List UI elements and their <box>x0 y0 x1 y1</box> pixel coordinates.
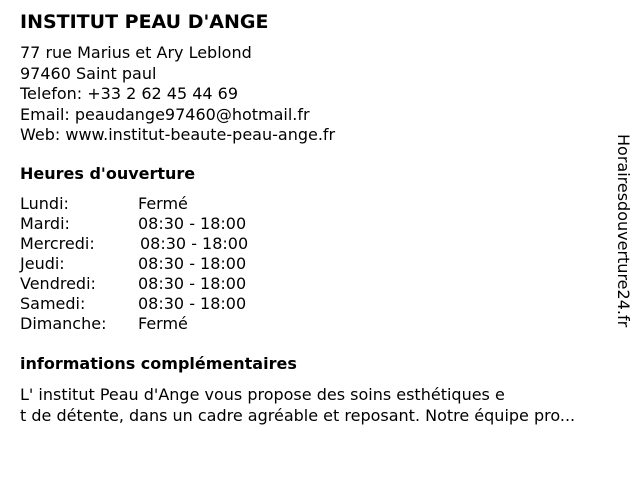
business-name: INSTITUT PEAU D'ANGE <box>20 11 269 33</box>
additional-info-heading: informations complémentaires <box>20 354 297 373</box>
day-label: Vendredi: <box>20 274 96 293</box>
day-label: Lundi: <box>20 194 69 213</box>
hours-row-sunday <box>20 314 320 334</box>
web-line: Web: www.institut-beaute-peau-ange.fr <box>20 125 336 144</box>
contact-block <box>20 43 335 146</box>
time-value: Fermé <box>138 314 188 333</box>
hours-row-friday <box>20 274 320 294</box>
hours-row-wednesday <box>20 234 320 254</box>
address-street: 77 rue Marius et Ary Leblond <box>20 43 252 62</box>
opening-hours-table <box>20 194 320 334</box>
time-value: 08:30 - 18:00 <box>138 274 247 293</box>
hours-row-saturday <box>20 294 320 314</box>
day-label: Jeudi: <box>20 254 65 273</box>
hours-row-tuesday <box>20 214 320 234</box>
time-value: 08:30 - 18:00 <box>138 294 247 313</box>
email-line: Email: peaudange97460@hotmail.fr <box>20 104 310 124</box>
site-watermark: Horairesdouverture24.fr <box>614 134 633 328</box>
address-city: 97460 Saint paul <box>20 63 157 83</box>
info-line: L' institut Peau d'Ange vous propose des soins esthétiques e <box>20 385 505 404</box>
day-label: Samedi: <box>20 294 86 313</box>
phone-line: Telefon: +33 2 62 45 44 69 <box>20 84 239 103</box>
day-label: Mercredi: <box>20 234 95 253</box>
hours-row-monday <box>20 194 320 214</box>
time-value: Fermé <box>138 194 188 213</box>
time-value: 08:30 - 18:00 <box>140 234 249 253</box>
time-value: 08:30 - 18:00 <box>138 254 247 273</box>
info-line: t de détente, dans un cadre agréable et reposant. Notre équipe pro... <box>20 405 576 425</box>
hours-row-thursday <box>20 254 320 274</box>
day-label: Dimanche: <box>20 314 107 333</box>
opening-hours-heading: Heures d'ouverture <box>20 164 196 183</box>
additional-info-text <box>20 385 620 426</box>
day-label: Mardi: <box>20 214 70 233</box>
time-value: 08:30 - 18:00 <box>138 214 247 233</box>
